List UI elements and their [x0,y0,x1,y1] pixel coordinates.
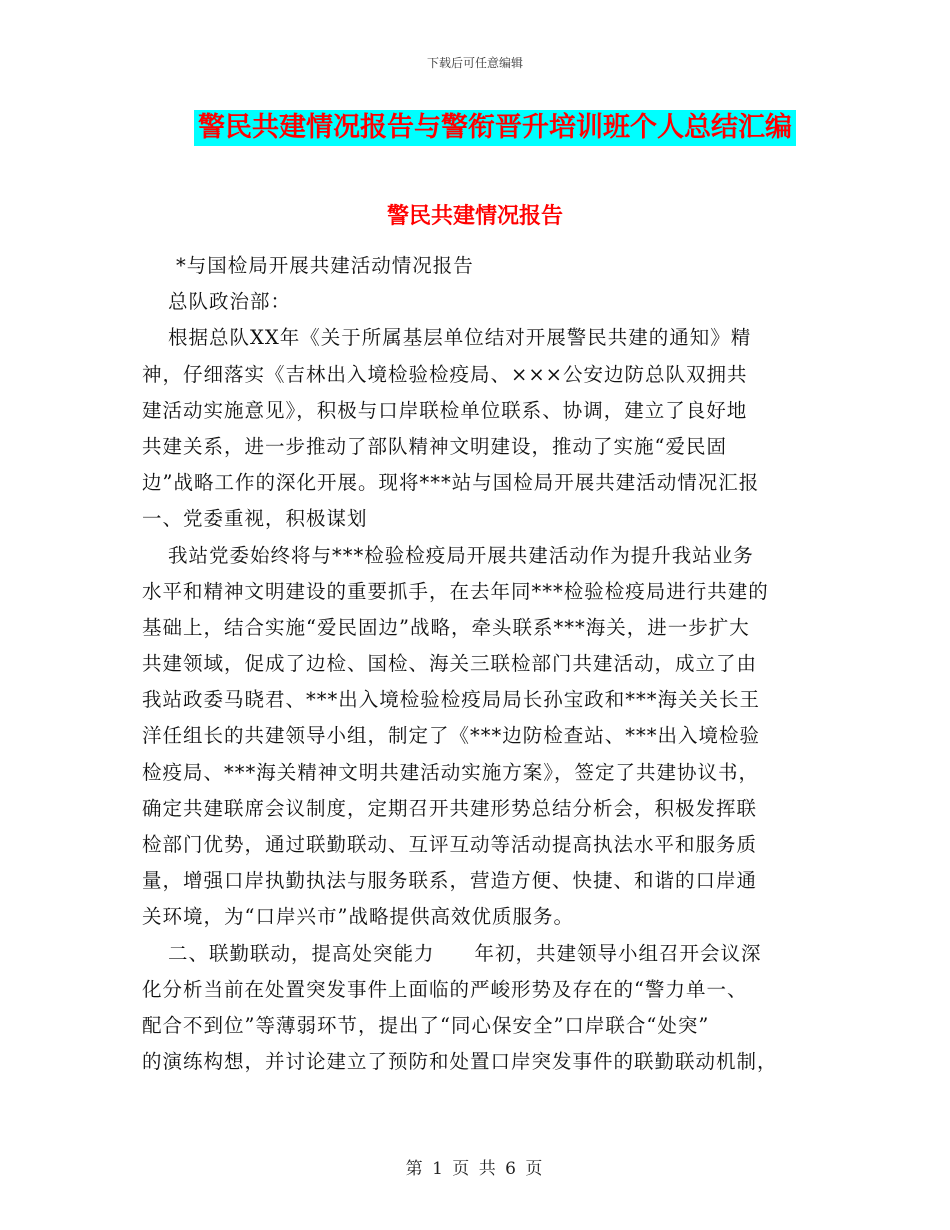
paragraph-line: 化分析当前在处置突发事件上面临的严峻形势及存在的“警力单一、 [142,977,748,1001]
paragraph-line: 根据总队XX年《关于所属基层单位结对开展警民共建的通知》精 [168,326,752,350]
paragraph-line: 边”战略工作的深化开展。现将***站与国检局开展共建活动情况汇报 [142,471,760,495]
paragraph-line: 我站政委马晓君、***出入境检验检疫局局长孙宝政和***海关关长王 [142,688,761,712]
paragraph-line: 检部门优势，通过联勤联动、互评互动等活动提高执法水平和服务质 [142,833,758,856]
paragraph-line: 基础上，结合实施“爱民固边”战略，牵头联系***海关，进一步扩大 [142,615,750,639]
paragraph-line: 配合不到位”等薄弱环节，提出了“同心保安全”口岸联合“处突” [142,1013,710,1037]
paragraph-line: 量，增强口岸执勤执法与服务联系，营造方便、快捷、和谐的口岸通 [142,869,758,893]
main-title-wrap [0,110,950,146]
report-heading: *与国检局开展共建活动情况报告 [176,254,474,277]
paragraph-line: 的演练构想，并讨论建立了预防和处置口岸突发事件的联勤联动机制， [142,1050,778,1074]
paragraph-line: 确定共建联席会议制度，定期召开共建形势总结分析会，积极发挥联 [142,796,758,820]
section-title: 警民共建情况报告 [386,204,563,229]
addressee: 总队政治部： [168,290,292,314]
paragraph-line: 检疫局、***海关精神文明共建活动实施方案》，签定了共建协议书， [142,760,760,784]
paragraph-line: 共建领域，促成了边检、国检、海关三联检部门共建活动，成立了由 [142,652,758,676]
paragraph-line: 水平和精神文明建设的重要抓手，在去年同***检验检疫局进行共建的 [142,579,769,603]
document-title: 警民共建情况报告与警衔晋升培训班个人总结汇编 [194,110,796,146]
section-heading-line [142,936,814,972]
paragraph-line: 共建关系，进一步推动了部队精神文明建设，推动了实施“爱民固 [142,434,727,458]
paragraph-line: 我站党委始终将与***检验检疫局开展共建活动作为提升我站业务 [168,543,754,567]
paragraph-text: 年初，共建领导小组召开会议深 [474,941,762,965]
document-body [142,248,814,1080]
paragraph-line: 神，仔细落实《吉林出入境检验检疫局、×××公安边防总队双拥共 [142,362,748,386]
paragraph-line: 洋任组长的共建领导小组，制定了《***边防检查站、***出入境检验 [142,724,761,748]
header-note: 下载后可任意编辑 [426,56,523,70]
section-heading: 二、联勤联动，提高处突能力 [168,941,435,965]
page-footer: 第 1 页 共 6 页 [405,1159,545,1179]
section-heading: 一、党委重视，积极谋划 [142,507,368,531]
paragraph-line: 关环境，为“口岸兴市”战略提供高效优质服务。 [142,905,574,929]
paragraph-line: 建活动实施意见》，积极与口岸联检单位联系、协调，建立了良好地 [142,398,748,422]
